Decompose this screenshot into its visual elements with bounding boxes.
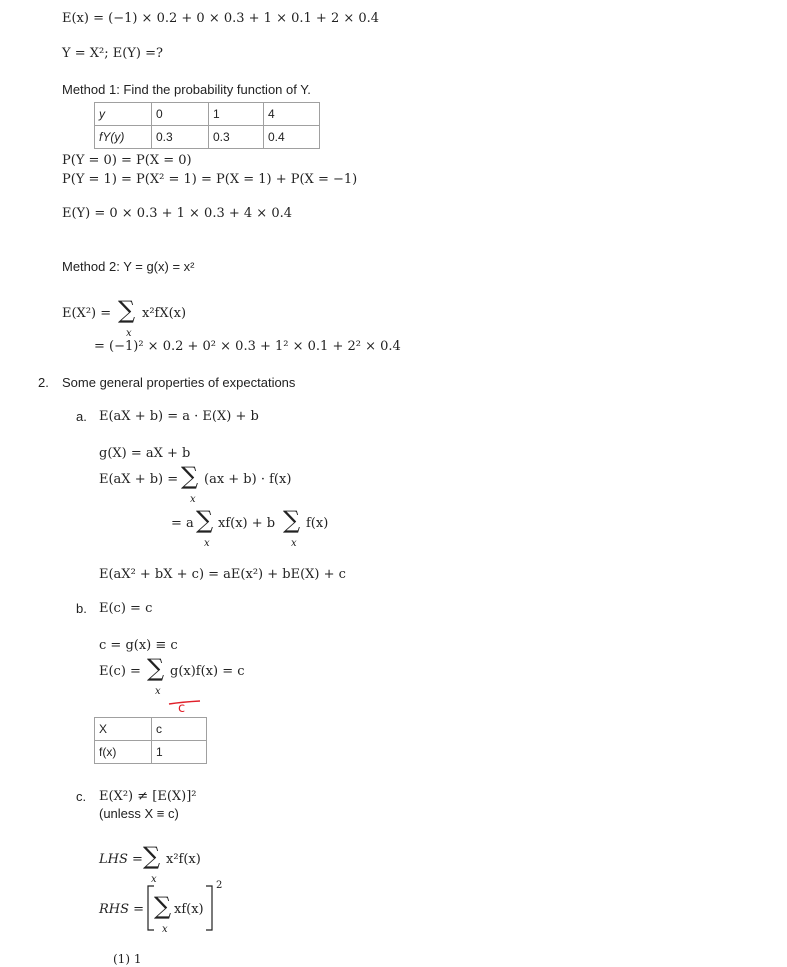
sigma-icon: ∑ <box>196 506 214 534</box>
item-a-g: g(X) = aX + b <box>99 446 191 461</box>
table-cell: 0.3 <box>152 126 209 149</box>
item-a-eq2-b: xf(x) + b <box>218 516 276 531</box>
table-row <box>95 718 207 741</box>
sum-index: x <box>151 874 157 885</box>
table-cell: 0 <box>152 103 209 126</box>
table-row <box>95 126 320 149</box>
item-a-eq2-c: f(x) <box>306 516 329 531</box>
lhs-label: LHS = <box>99 852 143 867</box>
item-c-label: c. <box>76 789 87 804</box>
constant-distribution-table <box>94 717 207 764</box>
method1-heading: Method 1: Find the probability function of Y. <box>62 82 311 97</box>
item-a-summand: (ax + b) · f(x) <box>204 472 292 487</box>
lhs-summand: x²f(x) <box>166 852 201 867</box>
ey-line: E(Y) = 0 × 0.3 + 1 × 0.3 + 4 × 0.4 <box>62 206 292 221</box>
rhs-exponent: 2 <box>216 880 223 891</box>
table-cell: fY(y) <box>95 126 152 149</box>
p-y0-line: P(Y = 0) = P(X = 0) <box>62 153 192 168</box>
probability-table-y <box>94 102 320 149</box>
ex2-lhs: E(X²) = <box>62 306 112 321</box>
section-title: Some general properties of expectations <box>62 375 296 390</box>
sum-index: x <box>126 328 132 339</box>
expectation-x-line: E(x) = (−1) × 0.2 + 0 × 0.3 + 1 × 0.1 + 2 × 0.4 <box>62 11 380 26</box>
item-a-lhs: E(aX + b) = <box>99 472 179 487</box>
item-b-summand: g(x)f(x) = c <box>170 664 245 679</box>
item-c-statement: E(X²) ≠ [E(X)]² <box>99 789 197 804</box>
cut-off-line: (1) 1 <box>113 952 142 966</box>
table-cell: X <box>95 718 152 741</box>
table-cell: 1 <box>152 741 207 764</box>
sigma-icon: ∑ <box>154 892 172 920</box>
ex2-summand: x²fX(x) <box>142 306 187 321</box>
sum-index: x <box>162 924 168 935</box>
p-y1-line: P(Y = 1) = P(X² = 1) = P(X = 1) + P(X = −1) <box>62 172 358 187</box>
section-number: 2. <box>38 375 49 390</box>
item-c-unless: (unless X ≡ c) <box>99 806 179 821</box>
sigma-icon: ∑ <box>143 842 161 870</box>
rhs-label: RHS = <box>99 902 145 917</box>
sigma-icon: ∑ <box>181 462 199 490</box>
item-a-statement: E(aX + b) = a · E(X) + b <box>99 409 259 424</box>
item-a-label: a. <box>76 409 87 424</box>
method2-heading: Method 2: Y = g(x) = x² <box>62 259 195 274</box>
item-b-label: b. <box>76 601 87 616</box>
table-cell: 0.4 <box>264 126 320 149</box>
table-cell: y <box>95 103 152 126</box>
sigma-icon: ∑ <box>147 654 165 682</box>
sigma-icon: ∑ <box>283 506 301 534</box>
red-c-annotation: c <box>178 701 186 716</box>
item-a-eq2-a: = a <box>171 516 194 531</box>
table-row <box>95 103 320 126</box>
sum-index: x <box>155 686 161 697</box>
item-b-statement: E(c) = c <box>99 601 153 616</box>
sum-index: x <box>190 494 196 505</box>
item-b-lhs: E(c) = <box>99 664 141 679</box>
y-definition-line: Y = X²; E(Y) =? <box>62 46 163 61</box>
sum-index: x <box>291 538 297 549</box>
rhs-summand: xf(x) <box>174 902 204 917</box>
ex2-expansion: = (−1)² × 0.2 + 0² × 0.3 + 1² × 0.1 + 2² × 0.4 <box>94 339 401 354</box>
table-cell: f(x) <box>95 741 152 764</box>
table-cell: 0.3 <box>209 126 264 149</box>
table-cell: c <box>152 718 207 741</box>
item-a-quadratic: E(aX² + bX + c) = aE(x²) + bE(X) + c <box>99 567 346 582</box>
sigma-icon: ∑ <box>118 296 136 324</box>
table-row <box>95 741 207 764</box>
sum-index: x <box>204 538 210 549</box>
item-b-c: c = g(x) ≡ c <box>99 638 178 653</box>
table-cell: 1 <box>209 103 264 126</box>
table-cell: 4 <box>264 103 320 126</box>
